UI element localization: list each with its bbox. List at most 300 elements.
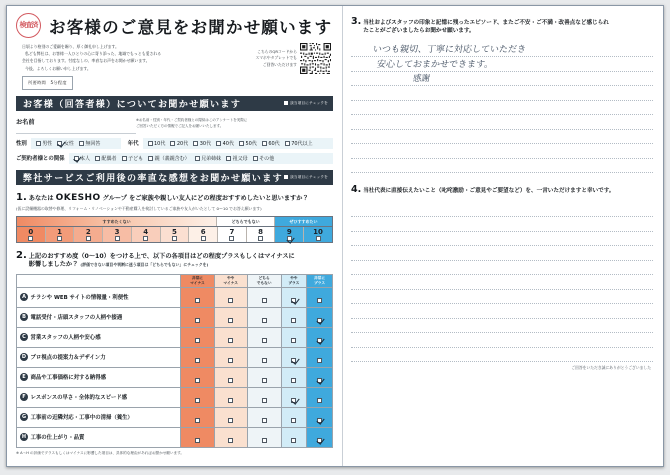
relation-option-4[interactable] [195,155,222,162]
qr-caption [255,49,297,68]
rating-cell-H-1[interactable] [214,427,247,447]
rating-checkbox-F-4[interactable] [317,398,322,403]
nps-value-0: 0 [28,227,34,236]
rating-cell-D-0[interactable] [181,347,214,367]
question-3-line-1[interactable] [351,57,653,72]
relation-checkbox-2[interactable] [122,156,127,161]
q3-text-line-2: たことがございましたらお聞かせ願います。 [363,28,475,35]
rating-cell-H-2[interactable] [247,427,281,447]
gender-checkbox-2[interactable] [79,141,84,146]
rating-row-text-A: チラシや WEB サイトの情報量・利便性 [30,295,129,302]
rating-checkbox-D-1[interactable] [228,358,233,363]
nps-checkbox-4[interactable] [143,236,148,241]
question-4-line-6[interactable] [351,290,653,305]
rating-checkbox-B-4[interactable] [317,318,322,323]
section-bar-note [284,101,328,106]
qr-caption-line-1: こちらのQRコードから [257,48,297,54]
gender-checkbox-0[interactable] [36,141,41,146]
rating-column-header-3-line-1: プラス [288,280,300,285]
question-3-line-4[interactable] [351,101,653,116]
rating-row-badge-H: H [21,434,27,441]
nps-value-4: 4 [143,227,149,236]
rating-cell-F-4[interactable] [307,387,333,407]
rating-checkbox-F-3[interactable] [291,398,296,403]
question-3-line-2[interactable] [351,72,653,87]
nps-cell-7[interactable] [218,227,247,242]
rating-cell-G-3[interactable] [281,407,307,427]
question-2 [16,250,333,456]
age-checkbox-0[interactable] [148,141,153,146]
rating-checkbox-D-0[interactable] [195,358,200,363]
rating-cell-B-1[interactable] [214,307,247,327]
nps-checkbox-8[interactable] [258,236,263,241]
age-checkbox-4[interactable] [239,141,244,146]
rating-row-badge-A: A [20,293,28,301]
rating-cell-A-4[interactable] [307,287,333,307]
nps-value-9: 9 [286,227,292,236]
rating-checkbox-G-4[interactable] [317,418,322,423]
nps-label-positive: ぜひすすめたい [275,217,332,226]
rating-checkbox-G-3[interactable] [291,418,296,423]
rating-cell-E-1[interactable] [214,367,247,387]
rating-row-label-F [17,387,181,407]
section-bar-note-2 [284,175,328,180]
rating-row [17,407,333,427]
section-bar-title-2: 弊社サービスご利用後の率直な感想をお聞かせ願います [23,173,284,184]
nps-cell-1[interactable] [46,227,75,242]
nps-value-10: 10 [313,227,323,236]
question-4-line-1[interactable] [351,217,653,232]
age-option-label-4: 50代 [245,140,257,147]
rating-column-header-2 [247,274,281,287]
rating-checkbox-B-3[interactable] [291,318,296,323]
rating-cell-C-3[interactable] [281,327,307,347]
age-option-label-1: 20代 [176,140,189,147]
rating-cell-C-2[interactable] [247,327,281,347]
rating-row-text-G: 工事前の近隣対応・工事中の清掃（養生） [30,415,133,422]
nps-checkbox-0[interactable] [28,236,33,241]
rating-cell-D-4[interactable] [307,347,333,367]
rating-checkbox-D-2[interactable] [262,358,267,363]
relation-checkbox-5[interactable] [226,156,231,161]
rating-column-header-2-line-1: でもない [256,280,272,285]
rating-checkbox-F-1[interactable] [228,398,233,403]
name-note-line-2: ご回答いただく方の情報でご記入をお願いいたします。 [136,123,224,128]
age-option-6[interactable] [285,140,313,147]
rating-cell-G-4[interactable] [307,407,333,427]
rating-row [17,327,333,347]
question-4-line-8[interactable] [351,319,653,334]
nps-cell-9[interactable] [275,227,304,242]
question-4-text: 当社代表に直接伝えたいこと（叱咤激励・ご意見やご要望など）を、一言いただけますと幸いです。 [363,188,615,195]
rating-cell-A-1[interactable] [214,287,247,307]
gender-option-label-0: 男性 [42,140,53,147]
rating-checkbox-A-3[interactable] [291,298,296,303]
rating-checkbox-E-4[interactable] [317,378,322,383]
name-note-line-1: ※お名前・性別・年代・ご契約者様との関係はこのアンケートを実際に [136,117,248,122]
question-4-line-3[interactable] [351,246,653,261]
rating-row-label-G [17,407,181,427]
rating-cell-A-2[interactable] [247,287,281,307]
section-bar-customer-info [16,96,333,111]
rating-checkbox-H-3[interactable] [291,438,296,443]
rating-row-label-D [17,347,181,367]
intro-line-3: 会社を目指しております。忖度なしの、率直なお声をお聞かせ願います。 [22,58,150,64]
rating-cell-H-0[interactable] [181,427,214,447]
question-2-sub: (評価できない項目や判断に迷う項目は「どちらでもない」にチェックを) [80,262,209,268]
rating-checkbox-H-1[interactable] [228,438,233,443]
relation-checkbox-0[interactable] [74,156,79,161]
age-option-0[interactable] [148,140,166,147]
relation-checkbox-6[interactable] [253,156,258,161]
age-option-label-5: 60代 [268,140,280,147]
rating-row-label-B [17,307,181,327]
rating-row-badge-G: G [21,414,27,421]
rating-cell-B-4[interactable] [307,307,333,327]
rating-matrix-body [17,287,333,447]
rating-cell-D-2[interactable] [247,347,281,367]
question-4-number: 4. [350,184,362,196]
relation-row [16,153,333,164]
rating-checkbox-D-4[interactable] [317,358,322,363]
rating-cell-D-1[interactable] [214,347,247,367]
relation-option-label-0: 本人 [80,155,91,162]
rating-row [17,347,333,367]
rating-row-label-H [17,427,181,447]
question-4-line-0[interactable] [351,203,653,218]
rating-cell-E-4[interactable] [307,367,333,387]
duration-badge: 所要時間 5分程度 [22,76,73,90]
rating-column-header-4 [307,274,333,287]
nps-checkbox-6[interactable] [201,236,206,241]
rating-cell-C-1[interactable] [214,327,247,347]
age-option-label-3: 40代 [222,140,234,147]
age-checkbox-3[interactable] [216,141,221,146]
question-4-line-7[interactable] [351,304,653,319]
nps-cell-2[interactable] [74,227,103,242]
rating-cell-G-1[interactable] [214,407,247,427]
age-checkbox-6[interactable] [285,141,290,146]
gender-age-row [16,138,333,149]
rating-column-header-1-line-1: マイナス [223,280,238,285]
name-row [16,117,333,134]
qr-caption-line-3: ご回答いただけます [262,61,297,67]
nps-checkbox-5[interactable] [172,236,177,241]
nps-cell-6[interactable] [189,227,218,242]
rating-matrix-header-row [17,274,333,287]
relation-option-label-1: 配偶者 [101,155,117,162]
rating-checkbox-E-2[interactable] [262,378,267,383]
rating-cell-F-2[interactable] [247,387,281,407]
age-option-1[interactable] [170,140,188,147]
rating-row-text-H: 工事の仕上がり・品質 [30,435,85,442]
question-4-line-4[interactable] [351,261,653,276]
gender-option-label-1: 女性 [63,140,74,147]
rating-row-text-C: 営業スタッフの人柄や安心感 [30,335,101,342]
rating-cell-A-0[interactable] [181,287,214,307]
nps-value-3: 3 [114,227,120,236]
name-label: お名前 [16,118,35,126]
relation-option-0[interactable] [74,155,91,162]
gender-options [31,138,121,149]
rating-cell-F-1[interactable] [214,387,247,407]
name-input[interactable] [16,127,136,134]
age-checkbox-5[interactable] [262,141,267,146]
rating-cell-F-0[interactable] [181,387,214,407]
rating-cell-B-3[interactable] [281,307,307,327]
question-1-number: 1. [16,191,27,203]
relation-option-3[interactable] [148,155,190,162]
question-3-line-3[interactable] [351,86,653,101]
rating-column-header-0-line-1: マイナス [190,280,205,285]
relation-option-label-4: 兄弟姉妹 [201,155,222,162]
rating-column-header-1-line-0: やや [226,276,235,281]
rating-row-label-C [17,327,181,347]
relation-option-label-2: 子ども [128,155,144,162]
rating-checkbox-A-4[interactable] [317,298,322,303]
q2-text-line-1: 上記のおすすめ度（0～10）をつける上で、以下の各項目はどの程度プラスもしくはマイナスに [28,253,295,261]
age-checkbox-2[interactable] [193,141,198,146]
rating-column-header-2-line-0: どちら [258,276,270,281]
age-option-4[interactable] [239,140,257,147]
sheet-header [16,13,333,38]
rating-row-badge-C: C [20,333,28,341]
question-3-line-5[interactable] [351,115,653,130]
question-1-head [16,192,333,204]
gender-label: 性別 [16,141,27,148]
section-bar-note-text-2: 該当項目にチェックを [290,174,328,179]
nps-cell-8[interactable] [247,227,276,242]
rating-matrix [16,274,333,448]
gender-option-label-2: 無回答 [85,140,101,147]
question-4-line-10[interactable] [351,348,653,363]
question-4-line-9[interactable] [351,333,653,348]
nps-cell-0[interactable] [17,227,46,242]
right-column [342,6,663,466]
intro-line-2: 私ども弊社は、お客様一人ひとりの心に寄り添った、地域でもっとも愛される [25,51,162,57]
rating-cell-G-2[interactable] [247,407,281,427]
qr-block [255,43,333,74]
nps-cell-4[interactable] [132,227,161,242]
qr-code-icon[interactable] [300,43,331,74]
rating-row-text-E: 商品や工事価格に対する納得感 [30,375,106,382]
rating-cell-F-3[interactable] [281,387,307,407]
nps-value-2: 2 [85,227,91,236]
nps-scale-body [17,226,332,242]
nps-checkbox-3[interactable] [115,236,120,241]
nps-label-negative: すすめたくない [17,217,217,226]
age-option-label-6: 70代以上 [291,140,313,147]
question-4-head [351,184,653,371]
nps-value-1: 1 [57,227,63,236]
nps-label-neutral: どちらでもない [217,217,275,226]
rating-cell-H-3[interactable] [281,427,307,447]
q1-text-post: グループ をご家族や親しい友人にどの程度おすすめしたいと思いますか？ [100,194,309,202]
rating-cell-E-3[interactable] [281,367,307,387]
page-title: お客様のご意見をお聞かせ願います [49,17,333,37]
rating-cell-A-3[interactable] [281,287,307,307]
rating-cell-H-4[interactable] [307,427,333,447]
intro-line-1: 日頃より格別のご愛顧を賜り、厚く御礼申し上げます。 [22,44,119,49]
relation-options [69,153,333,164]
question-2-text [29,253,295,270]
nps-value-6: 6 [200,227,206,236]
rating-checkbox-E-0[interactable] [195,378,200,383]
rating-cell-B-2[interactable] [247,307,281,327]
gender-option-0[interactable] [36,140,53,147]
relation-option-label-3: 親（義親含む） [154,155,190,162]
rating-checkbox-C-3[interactable] [291,338,296,343]
age-option-3[interactable] [216,140,234,147]
rating-checkbox-F-0[interactable] [195,398,200,403]
rating-matrix-head [17,274,333,287]
rating-row [17,287,333,307]
rating-checkbox-C-1[interactable] [228,338,233,343]
rating-column-header-3-line-0: やや [290,276,298,281]
rating-checkbox-H-2[interactable] [262,438,267,443]
question-4-line-2[interactable] [351,232,653,247]
question-1 [16,192,333,243]
age-checkbox-1[interactable] [170,141,175,146]
relation-option-5[interactable] [226,155,248,162]
rating-row-badge-D: D [21,354,27,361]
relation-option-label-6: その他 [259,155,275,162]
rating-checkbox-C-4[interactable] [317,338,322,343]
rating-row-text-F: レスポンスの早さ・全体的なスピード感 [30,395,127,402]
rating-checkbox-F-2[interactable] [262,398,267,403]
question-3-text [363,19,609,36]
rating-checkbox-A-2[interactable] [262,298,267,303]
intro-line-4: 今後、よろしくお願い申し上げます。 [25,65,91,71]
rating-column-header-0-line-0: 非常に [191,276,203,281]
nps-checkbox-2[interactable] [86,236,91,241]
nps-checkbox-10[interactable] [316,236,321,241]
relation-checkbox-1[interactable] [95,156,100,161]
question-3-number: 3. [350,16,362,27]
rating-checkbox-D-3[interactable] [291,358,296,363]
question-3-line-6[interactable] [351,130,653,145]
intro-text [16,43,255,90]
rating-checkbox-C-0[interactable] [195,338,200,343]
question-1-text [29,192,309,204]
rating-row-label-A [17,287,181,307]
rating-checkbox-H-0[interactable] [195,438,200,443]
rating-cell-C-0[interactable] [181,327,214,347]
nps-cell-10[interactable] [304,227,332,242]
name-field-wrap [16,117,136,134]
question-3-handwriting-2: 感謝 [412,74,431,85]
rating-checkbox-H-4[interactable] [317,438,322,443]
rating-checkbox-G-0[interactable] [195,418,200,423]
nps-cell-3[interactable] [103,227,132,242]
nps-value-8: 8 [258,227,264,236]
rating-row-badge-B: B [20,313,28,321]
rating-checkbox-B-1[interactable] [228,318,233,323]
age-option-label-2: 30代 [199,140,212,147]
rating-cell-E-0[interactable] [181,367,214,387]
rating-checkbox-A-1[interactable] [228,298,233,303]
question-4-line-5[interactable] [351,275,653,290]
nps-checkbox-7[interactable] [229,236,234,241]
rating-matrix-corner [17,274,181,287]
relation-option-2[interactable] [122,155,144,162]
rating-cell-E-2[interactable] [247,367,281,387]
rating-checkbox-E-3[interactable] [291,378,296,383]
relation-option-6[interactable] [253,155,275,162]
rating-checkbox-G-1[interactable] [228,418,233,423]
relation-label: ご契約者様との関係 [16,156,65,163]
nps-value-5: 5 [172,227,177,236]
rating-cell-B-0[interactable] [181,307,214,327]
section-bar-service-feedback [16,170,333,185]
gender-checkbox-1[interactable] [57,141,62,146]
q1-brand: OKESHO [55,192,101,203]
rating-column-header-4-line-1: プラス [314,280,326,285]
rating-matrix-footnote: ※ A～H の評価でプラスもしくはマイナスに影響した項目は、具体的な理由があればお聞かせ願います。 [16,450,184,455]
relation-option-1[interactable] [95,155,117,162]
rating-row-badge-F: F [20,393,28,401]
nps-checkbox-1[interactable] [57,236,62,241]
nps-value-7: 7 [229,227,235,236]
rating-row [17,367,333,387]
q1-text-pre: あなたは [28,194,56,202]
age-option-5[interactable] [262,140,280,147]
rating-row-text-D: プロ視点の提案力＆デザイン力 [30,355,106,362]
age-option-label-0: 10代 [154,140,166,147]
rating-checkbox-B-2[interactable] [262,318,267,323]
question-3-line-0[interactable] [351,43,653,58]
rating-row [17,387,333,407]
rating-cell-D-3[interactable] [281,347,307,367]
question-3-line-8[interactable] [351,159,653,174]
rating-column-header-4-line-0: 非常に [314,276,326,281]
name-note [136,117,247,129]
age-option-2[interactable] [193,140,211,147]
section-bar-title: お客様（回答者様）についてお聞かせ願います [23,99,242,110]
nps-scale-header [17,217,332,226]
checkbox-hint-icon-2 [284,175,288,179]
left-column [7,6,342,466]
nps-checkbox-9[interactable] [287,236,292,241]
gender-option-1[interactable] [57,140,74,147]
rating-cell-G-0[interactable] [181,407,214,427]
survey-sheet [6,5,664,467]
intro-block [16,43,333,90]
rating-row [17,427,333,447]
gender-option-2[interactable] [79,140,101,147]
relation-checkbox-3[interactable] [148,156,153,161]
rating-checkbox-C-2[interactable] [262,338,267,343]
rating-cell-C-4[interactable] [307,327,333,347]
age-label: 年代 [127,141,139,148]
rating-column-header-1 [214,274,247,287]
question-3-answer-area[interactable] [351,43,653,174]
question-4-answer-area[interactable] [351,203,653,363]
question-3-line-7[interactable] [351,144,653,159]
rating-checkbox-B-0[interactable] [195,318,200,323]
nps-scale [16,216,333,243]
relation-option-label-5: 祖父母 [232,155,248,162]
relation-checkbox-4[interactable] [195,156,200,161]
rating-checkbox-A-0[interactable] [195,298,200,303]
rating-checkbox-E-1[interactable] [228,378,233,383]
nps-cell-5[interactable] [161,227,190,242]
company-seal-icon: 検査済 [16,13,41,38]
question-3-handwriting-0: いつも親切、丁寧に対応していただき [372,45,527,56]
question-1-sub: (仮に設備機器の取替や修理、リフォーム・リノベーションや不動産購入を検討しているご家族や友人がいたとして 0～10 でお答え願います) [16,205,262,211]
question-2-head [16,250,333,270]
rating-checkbox-G-2[interactable] [262,418,267,423]
